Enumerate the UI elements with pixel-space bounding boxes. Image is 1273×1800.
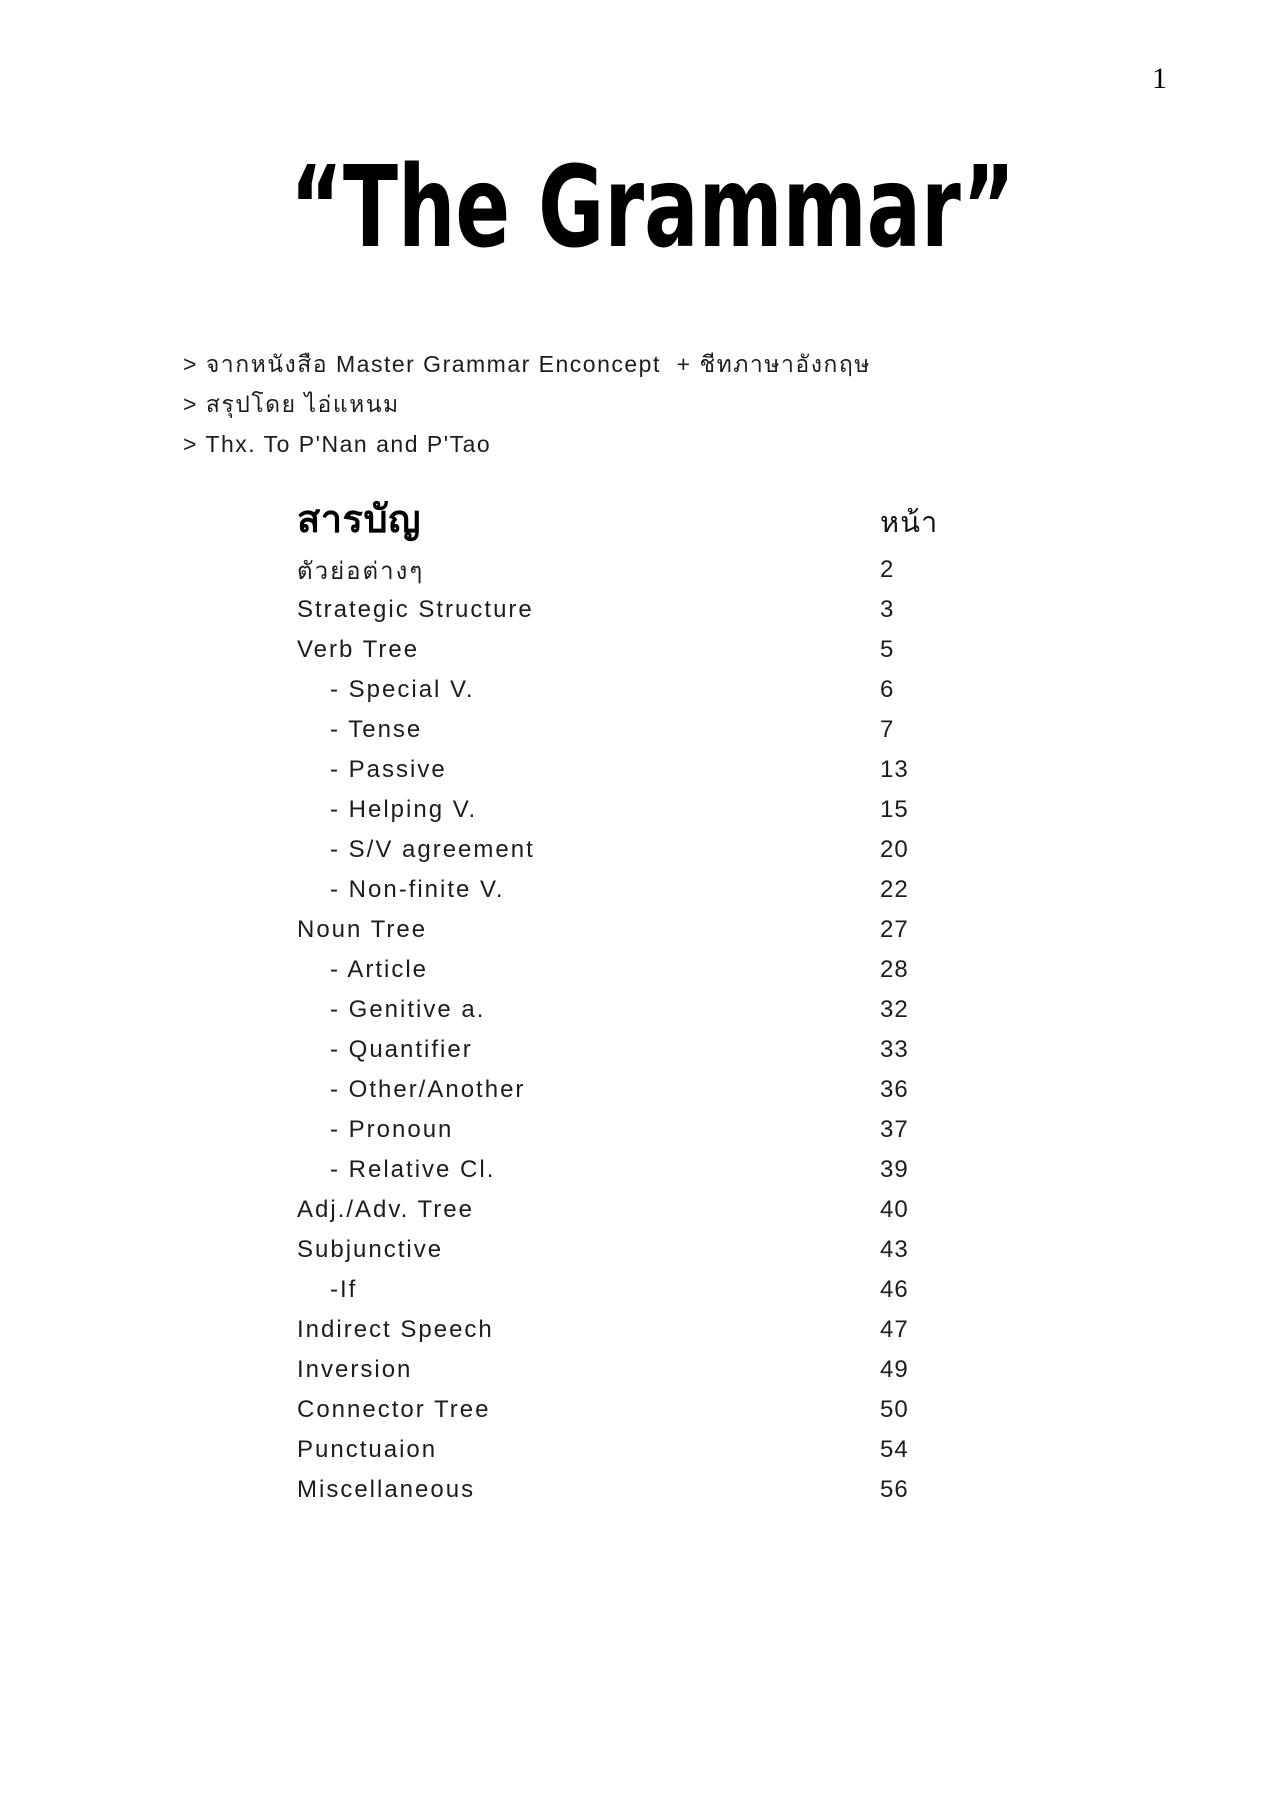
toc-entry-page: 50 bbox=[880, 1396, 909, 1423]
toc-entry-page: 33 bbox=[880, 1036, 909, 1063]
toc-entry-page: 40 bbox=[880, 1196, 909, 1223]
toc-entry-label: - Article bbox=[330, 956, 429, 983]
toc-entry-page: 54 bbox=[880, 1436, 909, 1463]
toc-entry-label: - Non-finite V. bbox=[330, 876, 505, 903]
toc-entry-page: 46 bbox=[880, 1276, 909, 1303]
toc-entry-page: 5 bbox=[880, 636, 895, 663]
toc-heading: สารบัญ bbox=[297, 499, 421, 541]
toc-entry-page: 22 bbox=[880, 876, 909, 903]
toc-row bbox=[297, 1190, 997, 1230]
toc-row bbox=[297, 1390, 997, 1430]
toc-entry-page: 39 bbox=[880, 1156, 909, 1183]
toc-entry-page: 56 bbox=[880, 1476, 909, 1503]
toc-entry-label: -If bbox=[330, 1276, 358, 1303]
toc-row bbox=[297, 590, 997, 630]
toc-entry-page: 47 bbox=[880, 1316, 909, 1343]
toc-entry-label: - Pronoun bbox=[330, 1116, 454, 1143]
toc-entry-label: Indirect Speech bbox=[297, 1316, 494, 1343]
toc-entry-page: 3 bbox=[880, 596, 895, 623]
toc-entry-label: - Tense bbox=[330, 716, 423, 743]
toc-entry-page: 37 bbox=[880, 1116, 909, 1143]
toc-entry-label: Inversion bbox=[297, 1356, 413, 1383]
toc-entry-page: 49 bbox=[880, 1356, 909, 1383]
toc-row bbox=[297, 710, 997, 750]
toc-header-row bbox=[297, 488, 997, 550]
toc-row bbox=[297, 830, 997, 870]
toc-entry-page: 28 bbox=[880, 956, 909, 983]
toc-entry-page: 2 bbox=[880, 556, 895, 583]
toc-page-column-heading: หน้า bbox=[880, 507, 939, 539]
toc-entry-label: - Special V. bbox=[330, 676, 475, 703]
toc-row bbox=[297, 1350, 997, 1390]
toc-entry-label: Strategic Structure bbox=[297, 596, 534, 623]
toc-row bbox=[297, 1430, 997, 1470]
document-title: “The Grammar” bbox=[290, 143, 1016, 273]
toc-entry-label: Verb Tree bbox=[297, 636, 420, 663]
toc-entry-label: - Relative Cl. bbox=[330, 1156, 496, 1183]
credits-block bbox=[183, 344, 871, 464]
toc-entry-page: 7 bbox=[880, 716, 895, 743]
toc-entry-page: 32 bbox=[880, 996, 909, 1023]
toc-entry-label: - S/V agreement bbox=[330, 836, 535, 863]
toc-entry-label: - Other/Another bbox=[330, 1076, 526, 1103]
toc-entry-page: 13 bbox=[880, 756, 909, 783]
toc-entry-label: Subjunctive bbox=[297, 1236, 444, 1263]
credit-line: > สรุปโดย ไอ่แหนม bbox=[183, 391, 400, 417]
table-of-contents bbox=[297, 488, 997, 1510]
toc-entry-page: 20 bbox=[880, 836, 909, 863]
toc-entry-label: - Quantifier bbox=[330, 1036, 473, 1063]
toc-row bbox=[297, 1110, 997, 1150]
toc-row bbox=[297, 870, 997, 910]
toc-entries bbox=[297, 550, 997, 1510]
page-number: 1 bbox=[1152, 62, 1167, 95]
toc-entry-label: Punctuaion bbox=[297, 1436, 438, 1463]
toc-row bbox=[297, 1310, 997, 1350]
toc-row bbox=[297, 1070, 997, 1110]
toc-entry-label: Connector Tree bbox=[297, 1396, 491, 1423]
toc-entry-label: Adj./Adv. Tree bbox=[297, 1196, 474, 1223]
credit-line: > Thx. To P'Nan and P'Tao bbox=[183, 431, 492, 457]
toc-row bbox=[297, 910, 997, 950]
toc-entry-page: 43 bbox=[880, 1236, 909, 1263]
toc-row bbox=[297, 1150, 997, 1190]
toc-row bbox=[297, 670, 997, 710]
toc-row bbox=[297, 750, 997, 790]
toc-entry-label: - Helping V. bbox=[330, 796, 478, 823]
toc-row bbox=[297, 550, 997, 590]
credit-line: > จากหนังสือ Master Grammar Enconcept + ชีทภาษาอังกฤษ bbox=[183, 351, 871, 377]
toc-row bbox=[297, 950, 997, 990]
toc-row bbox=[297, 1230, 997, 1270]
toc-row bbox=[297, 990, 997, 1030]
toc-entry-page: 36 bbox=[880, 1076, 909, 1103]
toc-row bbox=[297, 790, 997, 830]
toc-entry-label: - Passive bbox=[330, 756, 447, 783]
toc-row bbox=[297, 630, 997, 670]
toc-row bbox=[297, 1470, 997, 1510]
toc-entry-label: Noun Tree bbox=[297, 916, 428, 943]
toc-row bbox=[297, 1030, 997, 1070]
toc-entry-label: - Genitive a. bbox=[330, 996, 486, 1023]
toc-entry-page: 27 bbox=[880, 916, 909, 943]
toc-entry-page: 6 bbox=[880, 676, 895, 703]
toc-entry-label: ตัวย่อต่างๆ bbox=[297, 557, 425, 585]
toc-entry-page: 15 bbox=[880, 796, 909, 823]
toc-row bbox=[297, 1270, 997, 1310]
toc-entry-label: Miscellaneous bbox=[297, 1476, 476, 1503]
